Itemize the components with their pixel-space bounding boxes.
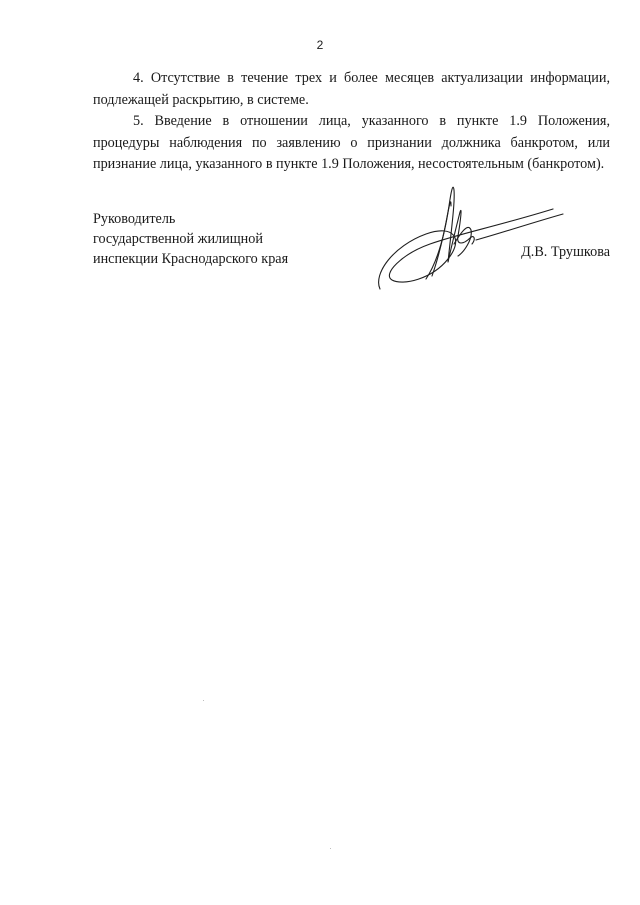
signer-position-line: Руководитель <box>93 211 176 227</box>
signer-name: Д.В. Трушкова <box>521 244 610 260</box>
signature-block <box>93 209 610 299</box>
paragraph-item-5: 5. Введение в отношении лица, указанного в пункте 1.9 Положения, процедуры наблюдения по заявлению о признании должника банкротом, или признание лица, указанного в пункте 1.9 Положения, несостоятельным (банкротом). <box>93 113 610 172</box>
page-number: 2 <box>316 38 324 52</box>
paragraph-item-4: 4. Отсутствие в течение трех и более месяцев актуализации информации, подлежащей раскрытию, в системе. <box>93 70 610 108</box>
scan-speck <box>330 848 331 849</box>
signer-position-line: государственной жилищной <box>93 231 263 247</box>
document-body <box>93 68 610 176</box>
scan-speck <box>203 700 204 701</box>
signer-position <box>93 209 288 269</box>
signer-position-line: инспекции Краснодарского края <box>93 251 289 267</box>
